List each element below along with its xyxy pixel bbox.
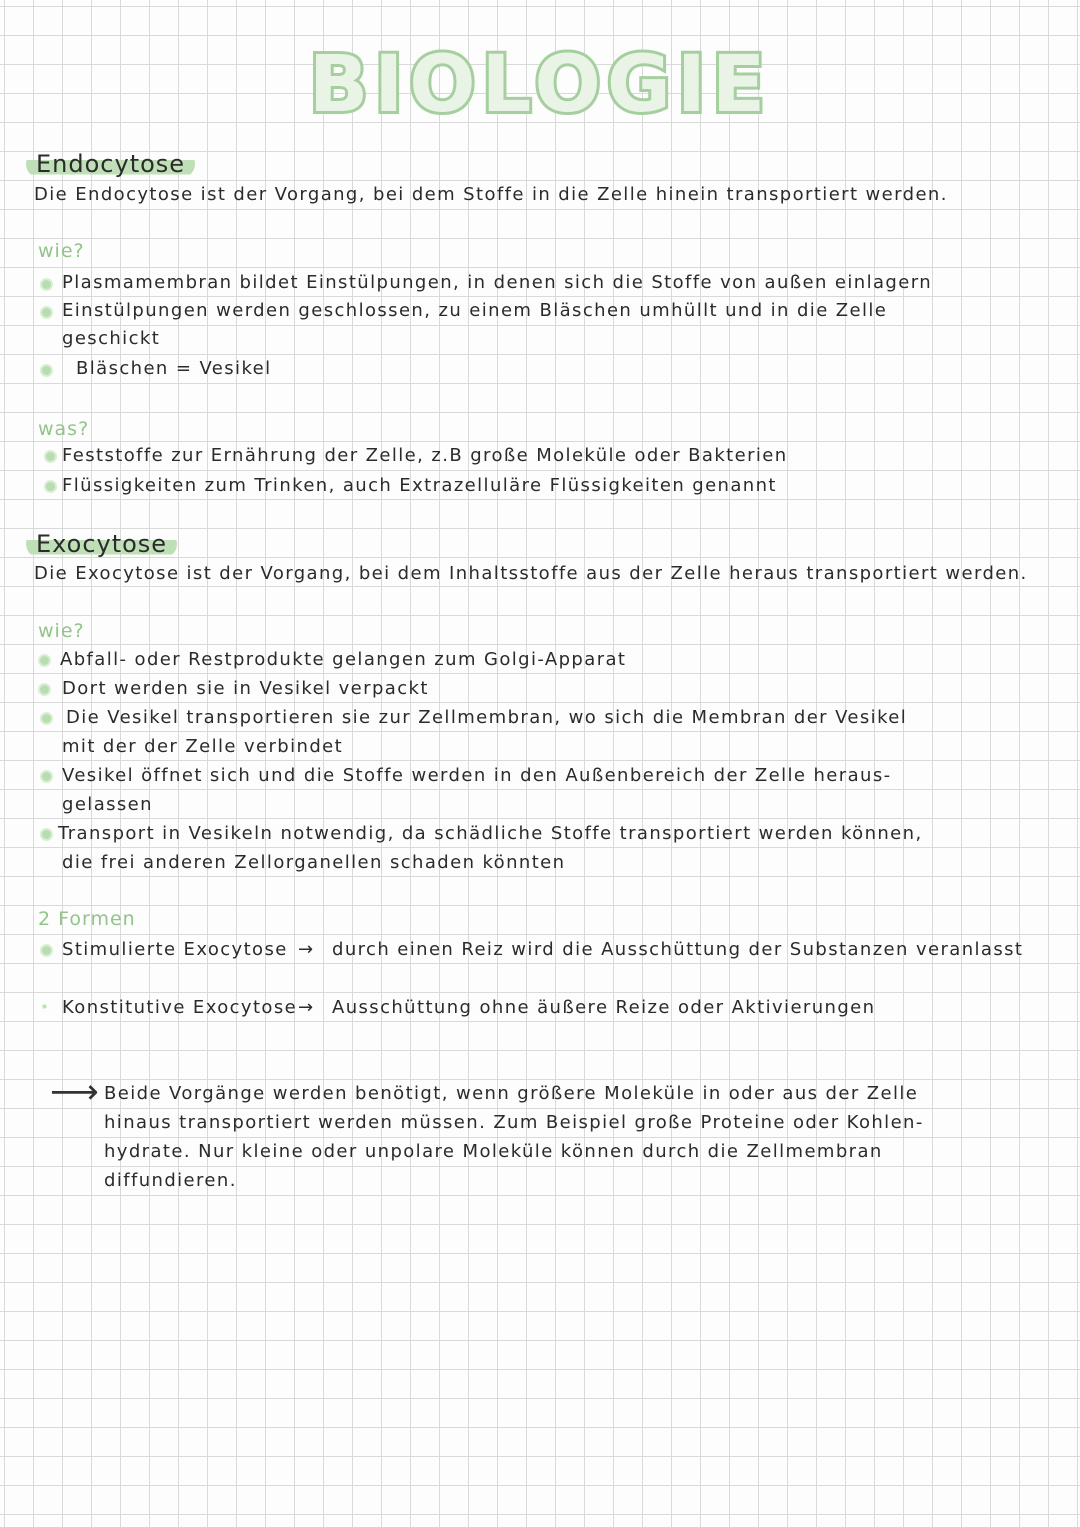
exocytose-definition: Die Exocytose ist der Vorgang, bei dem Inhaltsstoffe aus der Zelle heraus transportiert werden. — [34, 563, 1028, 584]
bullet-icon — [40, 712, 53, 725]
page-title: BIOLOGIE — [308, 40, 772, 130]
endocytose-was-item: Feststoffe zur Ernährung der Zelle, z.B große Moleküle oder Bakterien — [62, 445, 788, 466]
endocytose-wie-item-cont: geschickt — [62, 328, 161, 349]
form-name: Konstitutive Exocytose — [62, 997, 298, 1018]
endocytose-wie-label: wie? — [38, 240, 85, 262]
form-description: durch einen Reiz wird die Ausschüttung der Substanzen veranlasst — [332, 939, 1024, 960]
bullet-icon — [40, 278, 53, 291]
exocytose-wie-item: Dort werden sie in Vesikel verpackt — [62, 678, 429, 699]
heading-exocytose: Exocytose — [26, 530, 177, 558]
exocytose-wie-item-cont: mit der der Zelle verbindet — [62, 736, 344, 757]
form-description: Ausschüttung ohne äußere Reize oder Aktivierungen — [332, 997, 876, 1018]
exocytose-wie-item-cont: die frei anderen Zellorganellen schaden könnten — [62, 852, 566, 873]
form-name: Stimulierte Exocytose — [62, 939, 288, 960]
endocytose-was-label: was? — [38, 418, 90, 440]
exocytose-wie-item: Abfall- oder Restprodukte gelangen zum Golgi-Apparat — [60, 649, 627, 670]
formen-label: 2 Formen — [38, 908, 136, 930]
exocytose-wie-item-cont: gelassen — [62, 794, 153, 815]
exocytose-wie-item: Transport in Vesikeln notwendig, da schädliche Stoffe transportiert werden können, — [58, 823, 923, 844]
exocytose-wie-item: Die Vesikel transportieren sie zur Zellmembran, wo sich die Membran der Vesikel — [66, 707, 908, 728]
exocytose-wie-label: wie? — [38, 620, 85, 642]
bullet-icon — [44, 480, 57, 493]
bullet-icon — [40, 944, 53, 957]
bullet-icon — [38, 654, 51, 667]
arrow-right-icon: ⟶ — [50, 1072, 99, 1112]
heading-endocytose: Endocytose — [26, 150, 195, 178]
endocytose-wie-item: Plasmamembran bildet Einstülpungen, in denen sich die Stoffe von außen einlagern — [62, 272, 933, 293]
exocytose-wie-item: Vesikel öffnet sich und die Stoffe werden in den Außenbereich der Zelle heraus- — [62, 765, 892, 786]
summary-line: diffundieren. — [104, 1170, 237, 1191]
bullet-icon — [42, 1004, 47, 1009]
bullet-icon — [40, 364, 53, 377]
bullet-icon — [40, 828, 53, 841]
endocytose-wie-item: Einstülpungen werden geschlossen, zu einem Bläschen umhüllt und in die Zelle — [62, 300, 888, 321]
bullet-icon — [40, 770, 53, 783]
endocytose-definition: Die Endocytose ist der Vorgang, bei dem Stoffe in die Zelle hinein transportiert werden. — [34, 184, 948, 205]
endocytose-was-item: Flüssigkeiten zum Trinken, auch Extrazelluläre Flüssigkeiten genannt — [62, 475, 777, 496]
form-arrow: → — [298, 939, 315, 960]
bullet-icon — [44, 450, 57, 463]
summary-line: hinaus transportiert werden müssen. Zum Beispiel große Proteine oder Kohlen- — [104, 1112, 924, 1133]
endocytose-wie-item: Bläschen = Vesikel — [76, 358, 272, 379]
bullet-icon — [38, 683, 51, 696]
summary-line: Beide Vorgänge werden benötigt, wenn größere Moleküle in oder aus der Zelle — [104, 1083, 919, 1104]
form-arrow: → — [298, 997, 315, 1018]
bullet-icon — [40, 306, 53, 319]
summary-line: hydrate. Nur kleine oder unpolare Moleküle können durch die Zellmembran — [104, 1141, 883, 1162]
